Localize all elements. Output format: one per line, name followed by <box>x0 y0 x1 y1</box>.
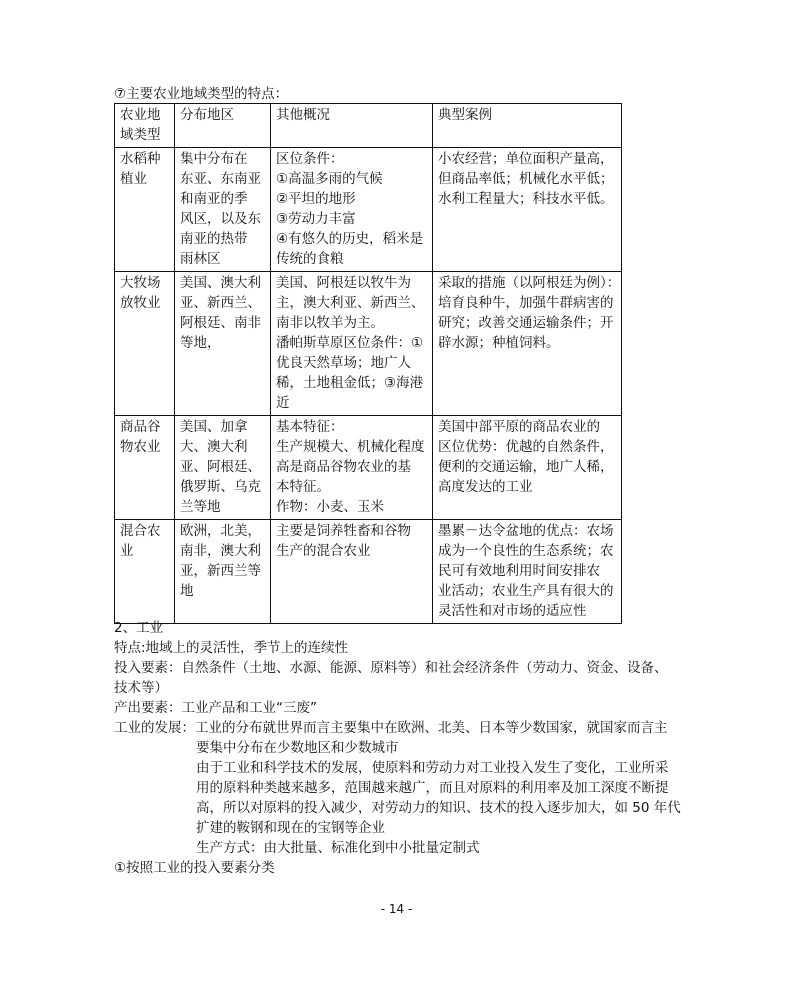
body-line: 投入要素：自然条件（土地、水源、能源、原料等）和社会经济条件（劳动力、资金、设备、 <box>114 660 668 676</box>
cell-line: 混合农 <box>120 523 161 539</box>
cell-line: 地 <box>180 583 194 599</box>
page-number: - 14 - <box>380 902 413 916</box>
body-line: 用的原料种类越来越多，范围越来越广，而且对原料的利用率及加工深度不断提 <box>196 780 669 796</box>
cell-overview <box>271 272 433 416</box>
table-row <box>115 148 622 272</box>
industry-section <box>114 618 694 878</box>
cell-line: 辟水源；种植饲料。 <box>438 335 560 351</box>
cell-line: 商品谷 <box>120 419 161 435</box>
cell-line: 业 <box>120 543 134 559</box>
cell-line: 区位优势：优越的自然条件， <box>438 439 614 455</box>
table-row <box>115 416 622 520</box>
cell-line: 美国、加拿 <box>180 419 248 435</box>
cell-overview <box>271 520 433 624</box>
cell-line: 大、澳大利 <box>180 439 248 455</box>
cell-line: 便利的交通运输，地广人稀， <box>438 459 614 475</box>
cell-type <box>115 520 175 624</box>
cell-line: 生产规模大、机械化程度 <box>276 439 425 455</box>
body-line: 工业的发展：工业的分布就世界而言主要集中在欧洲、北美、日本等少数国家，就国家而言主 <box>114 720 668 736</box>
table-row <box>115 272 622 416</box>
body-line: ①按照工业的投入要素分类 <box>114 860 275 876</box>
cell-line: 阿根廷、南非 <box>180 315 261 331</box>
cell-line: 域类型 <box>120 127 161 143</box>
cell-line: 农业地 <box>120 107 161 123</box>
cell-line: 放牧业 <box>120 295 161 311</box>
cell-line: 优良天然草场；地广人 <box>276 355 411 371</box>
cell-line: 近 <box>276 395 290 411</box>
cell-line: 高度发达的工业 <box>438 479 533 495</box>
table-row <box>115 520 622 624</box>
cell-case <box>433 104 622 148</box>
cell-line: 亚，新西兰等 <box>180 563 261 579</box>
body-line: 生产方式：由大批量、标准化到中小批量定制式 <box>196 840 480 856</box>
cell-line: 亚、阿根廷、 <box>180 459 261 475</box>
body-line: 高，所以对原料的投入减少，对劳动力的知识、技术的投入逐步加大，如 50 年代 <box>196 800 681 816</box>
cell-case <box>433 272 622 416</box>
cell-region <box>175 104 271 148</box>
cell-line: 物农业 <box>120 439 161 455</box>
cell-overview <box>271 104 433 148</box>
cell-line: 典型案例 <box>438 107 492 123</box>
cell-line: 但商品率低；机械化水平低； <box>438 171 614 187</box>
body-line: 扩建的鞍钢和现在的宝钢等企业 <box>196 820 385 836</box>
table-header-row <box>115 104 622 148</box>
cell-case <box>433 148 622 272</box>
cell-line: 业活动；农业生产具有很大的 <box>438 583 614 599</box>
cell-case <box>433 416 622 520</box>
body-line: 由于工业和科学技术的发展，使原料和劳动力对工业投入发生了变化，工业所采 <box>196 760 669 776</box>
cell-overview <box>271 148 433 272</box>
cell-line: 和南亚的季 <box>180 191 248 207</box>
cell-line: 灵活性和对市场的适应性 <box>438 603 587 619</box>
cell-line: 墨累－达令盆地的优点：农场 <box>438 523 614 539</box>
cell-line: 亚、新西兰、 <box>180 295 261 311</box>
cell-line: ①高温多雨的气候 <box>276 171 383 187</box>
cell-line: 水利工程量大；科技水平低。 <box>438 191 614 207</box>
cell-line: 南亚的热带 <box>180 231 248 247</box>
cell-line: 区位条件： <box>276 151 344 167</box>
cell-line: 民可有效地利用时间安排农 <box>438 563 600 579</box>
cell-line: 潘帕斯草原区位条件：① <box>276 335 424 351</box>
cell-overview <box>271 416 433 520</box>
cell-line: 东亚、东南亚 <box>180 171 261 187</box>
cell-line: 主，澳大利亚、新西兰、 <box>276 295 425 311</box>
cell-line: 本特征。 <box>276 479 330 495</box>
cell-line: 基本特征： <box>276 419 344 435</box>
cell-line: 大牧场 <box>120 275 161 291</box>
cell-line: 俄罗斯、乌克 <box>180 479 261 495</box>
cell-line: 培育良种牛，加强牛群病害的 <box>438 295 614 311</box>
cell-line: 小农经营；单位面积产量高， <box>438 151 614 167</box>
cell-line: 等地， <box>180 335 221 351</box>
cell-line: 美国中部平原的商品农业的 <box>438 419 600 435</box>
cell-line: 南非，澳大利 <box>180 543 261 559</box>
cell-line: 分布地区 <box>180 107 234 123</box>
cell-line: 欧洲，北美， <box>180 523 261 539</box>
cell-line: 南非以牧羊为主。 <box>276 315 384 331</box>
cell-line: 植业 <box>120 171 147 187</box>
body-line: 2、工业 <box>114 620 164 636</box>
body-line: 技术等） <box>114 680 168 696</box>
cell-line: 稀，土地租金低；③海港 <box>276 375 424 391</box>
cell-line: 高是商品谷物农业的基 <box>276 459 411 475</box>
cell-line: 作物：小麦、玉米 <box>276 499 384 515</box>
cell-line: 风区，以及东 <box>180 211 261 227</box>
cell-type <box>115 104 175 148</box>
cell-line: 雨林区 <box>180 251 221 267</box>
cell-line: ④有悠久的历史，稻米是 <box>276 231 424 247</box>
cell-region <box>175 148 271 272</box>
body-line: 特点:地域上的灵活性，季节上的连续性 <box>114 640 349 656</box>
cell-line: 美国、阿根廷以牧牛为 <box>276 275 411 291</box>
cell-line: 传统的食粮 <box>276 251 344 267</box>
cell-region <box>175 272 271 416</box>
body-line: 要集中分布在少数地区和少数城市 <box>196 740 399 756</box>
cell-line: 集中分布在 <box>180 151 248 167</box>
cell-line: 美国、澳大利 <box>180 275 261 291</box>
cell-line: 主要是饲养牲畜和谷物 <box>276 523 411 539</box>
cell-type <box>115 148 175 272</box>
body-line: 产出要素：工业产品和工业“三废” <box>114 700 317 716</box>
section-title: ⑦主要农业地域类型的特点： <box>114 86 289 102</box>
cell-line: 其他概况 <box>276 107 330 123</box>
cell-line: 生产的混合农业 <box>276 543 371 559</box>
cell-region <box>175 520 271 624</box>
cell-line: ②平坦的地形 <box>276 191 356 207</box>
cell-line: ③劳动力丰富 <box>276 211 356 227</box>
agriculture-types-table <box>114 103 622 624</box>
cell-type <box>115 416 175 520</box>
cell-line: 研究；改善交通运输条件；开 <box>438 315 614 331</box>
cell-line: 水稻种 <box>120 151 161 167</box>
cell-region <box>175 416 271 520</box>
cell-line: 兰等地 <box>180 499 221 515</box>
cell-line: 成为一个良性的生态系统；农 <box>438 543 614 559</box>
cell-type <box>115 272 175 416</box>
cell-case <box>433 520 622 624</box>
cell-line: 采取的措施（以阿根廷为例）： <box>438 275 621 291</box>
